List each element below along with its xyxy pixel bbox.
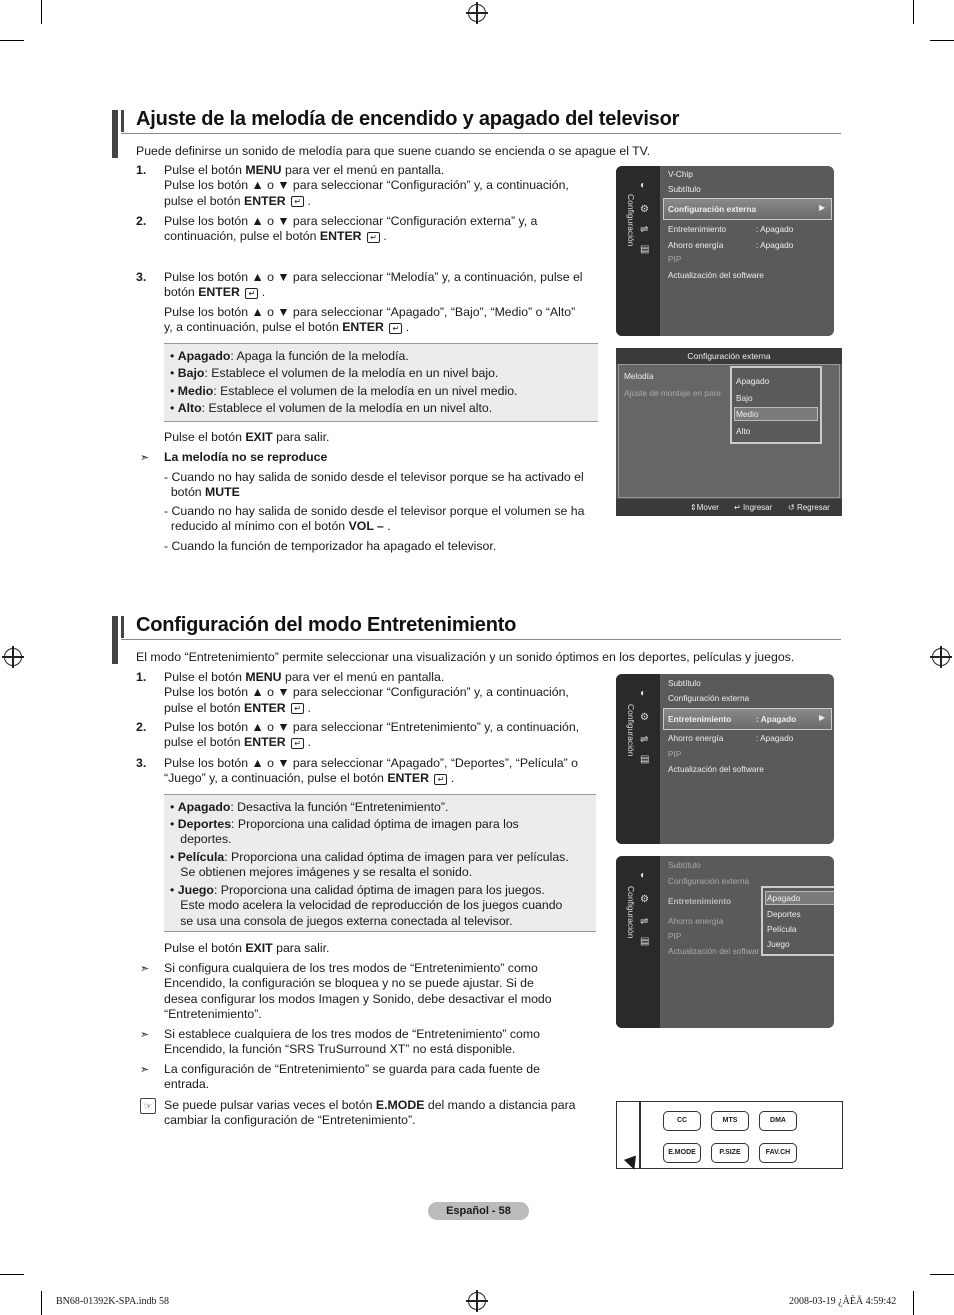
enter-icon: ↵: [291, 196, 304, 207]
crop-mark: [41, 1291, 42, 1315]
options-box: [164, 343, 598, 422]
menu-item[interactable]: Ajuste de montaje en pare: [624, 388, 721, 398]
menu-item[interactable]: Actualización del software: [668, 764, 764, 774]
menu-item-selected[interactable]: Entretenimiento: [668, 896, 732, 906]
enter-icon: ↵: [367, 232, 380, 243]
setup-gear-icon: ⚙: [640, 204, 649, 215]
note-item: Si establece cualquiera de los tres modos de “Entretenimiento” como Encendido, la función “SRS TruSurround XT” no está disponible.: [164, 1027, 540, 1057]
menu-item[interactable]: PIP: [668, 749, 682, 759]
registration-mark-icon: [932, 648, 950, 666]
menu-item[interactable]: Subtítulo: [668, 860, 701, 870]
options-box: [164, 794, 596, 932]
crop-mark: [913, 0, 914, 24]
option-item: • Apagado: Apaga la función de la melodía.: [170, 349, 409, 363]
menu-side-label: Configuración: [626, 704, 636, 757]
option-popup: [730, 366, 822, 444]
setup-gear-icon: ⚙: [640, 894, 649, 905]
step-text: Pulse los botón ▲ o ▼ para seleccionar “Configuración externa” y, a continuación, pulse el botón ENTER ↵ .: [164, 214, 538, 244]
print-file-info: BN68-01392K-SPA.indb 58: [56, 1296, 169, 1307]
note-item: La configuración de “Entretenimiento” se guarda para cada fuente de entrada.: [164, 1062, 540, 1092]
crop-mark: [0, 1274, 24, 1275]
popup-option[interactable]: Apagado: [736, 376, 770, 386]
print-date-info: 2008-03-19 ¿ÀÈÄ 4:59:42: [789, 1296, 897, 1307]
note-item: Si configura cualquiera de los tres modos de “Entretenimiento” como Encendido, la configuración se bloquea y no se puede ajustar. Si de desea configurar los modos Imagen y Sonido, debe desactivar el modo “Entretenimiento”.: [164, 961, 552, 1021]
menu-item[interactable]: V-Chip: [668, 169, 693, 179]
favch-button[interactable]: FAV.CH: [759, 1143, 797, 1163]
option-item: • Juego: Proporciona una calidad óptima de imagen para los juegos. Este modo acelera la velocidad de reproducción de los juegos cuando se usa una consola de juegos externa conectada al televisor.: [170, 883, 563, 928]
cc-button[interactable]: CC: [663, 1111, 701, 1131]
menu-item[interactable]: Ahorro energía: [668, 916, 724, 926]
menu-item[interactable]: Subtítulo: [668, 184, 701, 194]
enter-icon: ↵: [245, 288, 258, 299]
crop-mark: [930, 1274, 954, 1275]
menu-item[interactable]: PIP: [668, 254, 682, 264]
nav-enter: ↵ Ingresar: [734, 503, 773, 512]
popup-option-selected[interactable]: Medio: [736, 409, 759, 419]
popup-option[interactable]: Alto: [736, 426, 751, 436]
menu-item[interactable]: Ahorro energía: [668, 733, 724, 743]
dma-button[interactable]: DMA: [759, 1111, 797, 1131]
popup-option-selected[interactable]: Apagado: [767, 893, 801, 903]
section-intro: El modo “Entretenimiento” permite seleccionar una visualización y un sonido óptimos en los deportes, películas y juegos.: [136, 650, 795, 664]
popup-option[interactable]: Película: [767, 924, 797, 934]
step-number: 3.: [136, 270, 147, 284]
crop-mark: [0, 40, 24, 41]
note-arrow-icon: ➣: [140, 1029, 150, 1041]
menu-sidebar: [616, 166, 660, 336]
setup-gear-icon: ⚙: [640, 712, 649, 723]
option-item: • Película: Proporciona una calidad óptima de imagen para ver películas. Se obtienen mejores imágenes y se resalta el sonido.: [170, 850, 569, 880]
picture-icon: ◐: [640, 180, 647, 191]
tip-text: Se puede pulsar varias veces el botón E.MODE del mando a distancia para cambiar la configuración de “Entretenimiento”.: [164, 1098, 576, 1128]
crop-mark: [913, 1291, 914, 1315]
mts-button[interactable]: MTS: [711, 1111, 749, 1131]
menu-item-selected[interactable]: Configuración externa: [668, 204, 757, 214]
menu-item[interactable]: Entretenimiento: [668, 224, 727, 234]
remote-illustration: [616, 1101, 843, 1179]
arrow-right-icon: ▶: [819, 713, 826, 722]
step-number: 1.: [136, 670, 147, 684]
menu-item-selected[interactable]: Entretenimiento: [668, 714, 732, 724]
section-intro: Puede definirse un sonido de melodía para que suene cuando se encienda o se apague el TV.: [136, 144, 651, 158]
step-number: 2.: [136, 720, 147, 734]
step-text: Pulse los botón ▲ o ▼ para seleccionar “Apagado”, “Deportes”, “Película” o “Juego” y, a continuación, pulse el botón ENTER ↵ .: [164, 756, 578, 786]
step-text: Pulse el botón MENU para ver el menú en pantalla. Pulse los botón ▲ o ▼ para seleccionar “Configuración” y, a continuación, pulse el botón ENTER ↵ .: [164, 163, 569, 208]
note-item: - Cuando no hay salida de sonido desde el televisor porque el volumen se ha reducido al mínimo con el botón VOL – .: [164, 504, 585, 534]
section-bar: [121, 616, 124, 638]
menu-item[interactable]: Ahorro energía: [668, 240, 724, 250]
section-bar: [121, 110, 124, 132]
picture-icon: ◐: [640, 688, 647, 699]
note-arrow-icon: ➣: [140, 452, 150, 464]
note-arrow-icon: ➣: [140, 963, 150, 975]
section-bar: [112, 110, 118, 158]
tv-menu-external: [616, 348, 842, 516]
menu-item-value: : Apagado: [756, 224, 794, 234]
step-number: 2.: [136, 214, 147, 228]
input-icon: ⇌: [640, 734, 649, 745]
enter-icon: ↵: [291, 738, 304, 749]
menu-item[interactable]: Actualización del software: [668, 270, 764, 280]
exit-text: Pulse el botón EXIT para salir.: [164, 430, 330, 444]
section-title: Configuración del modo Entretenimiento: [136, 614, 517, 636]
tv-menu-setup-entertainment: [616, 674, 834, 844]
picture-icon: ◐: [640, 870, 647, 881]
option-popup: [761, 886, 834, 956]
input-icon: ⇌: [640, 916, 649, 927]
popup-option[interactable]: Deportes: [767, 909, 801, 919]
note-item: - Cuando la función de temporizador ha apagado el televisor.: [164, 539, 497, 553]
step-text: Pulse el botón MENU para ver el menú en pantalla. Pulse los botón ▲ o ▼ para seleccionar “Configuración” y, a continuación, pulse el botón ENTER ↵ .: [164, 670, 569, 715]
menu-sidebar: [616, 674, 660, 844]
menu-side-label: Configuración: [626, 886, 636, 939]
application-icon: ▤: [640, 754, 650, 765]
menu-item[interactable]: PIP: [668, 931, 682, 941]
arrow-right-icon: ▶: [819, 203, 826, 212]
enter-icon: ↵: [291, 703, 304, 714]
note-arrow-icon: ➣: [140, 1064, 150, 1076]
section-rule: [121, 639, 841, 640]
crop-mark: [41, 0, 42, 24]
menu-item[interactable]: Melodía: [624, 371, 654, 381]
section-bar: [112, 616, 118, 664]
input-icon: ⇌: [640, 224, 649, 235]
menu-item[interactable]: Actualización del softwar: [668, 946, 760, 956]
menu-item[interactable]: Configuración externa: [668, 876, 750, 886]
menu-item-value: : Apagado: [756, 733, 794, 743]
step-number: 1.: [136, 163, 147, 177]
application-icon: ▤: [640, 244, 650, 255]
note-title: La melodía no se reproduce: [164, 450, 328, 464]
menu-item-value: : Apagado: [756, 714, 797, 724]
step-text: Pulse los botón ▲ o ▼ para seleccionar “Apagado”, “Bajo”, “Medio” o “Alto” y, a continuación, pulse el botón ENTER ↵ .: [164, 305, 576, 335]
registration-mark-icon: [4, 648, 22, 666]
tv-menu-setup: [616, 166, 834, 336]
menu-item[interactable]: Configuración externa: [668, 693, 750, 703]
step-text: Pulse los botón ▲ o ▼ para seleccionar “Melodía” y, a continuación, pulse el botón ENTER ↵ .: [164, 270, 583, 300]
option-item: • Alto: Establece el volumen de la melodía en un nivel alto.: [170, 401, 493, 415]
popup-option[interactable]: Juego: [767, 939, 790, 949]
registration-mark-icon: [468, 1292, 486, 1310]
exit-text: Pulse el botón EXIT para salir.: [164, 941, 330, 955]
enter-icon: ↵: [389, 323, 402, 334]
option-item: • Medio: Establece el volumen de la melodía en un nivel medio.: [170, 384, 518, 398]
popup-option[interactable]: Bajo: [736, 393, 753, 403]
pointing-hand-icon: ▼: [617, 1147, 647, 1179]
enter-icon: ↵: [434, 774, 447, 785]
emode-button[interactable]: E.MODE: [663, 1143, 701, 1163]
tip-icon: ☞: [140, 1098, 156, 1114]
option-item: • Bajo: Establece el volumen de la melodía en un nivel bajo.: [170, 366, 499, 380]
menu-item-value: : Apagado: [756, 240, 794, 250]
page-number: Español - 58: [428, 1202, 529, 1220]
menu-sidebar: [616, 856, 660, 1028]
option-item: • Apagado: Desactiva la función “Entretenimiento”.: [170, 800, 449, 814]
step-number: 3.: [136, 756, 147, 770]
section-rule: [121, 133, 841, 134]
menu-item[interactable]: Subtítulo: [668, 678, 701, 688]
nav-return: ↺ Regresar: [788, 503, 830, 512]
tv-menu-entertainment-options: [616, 856, 834, 1028]
section-title: Ajuste de la melodía de encendido y apagado del televisor: [136, 108, 680, 130]
registration-mark-icon: [468, 4, 486, 22]
menu-title: Configuración externa: [616, 348, 842, 364]
psize-button[interactable]: P.SIZE: [711, 1143, 749, 1163]
menu-side-label: Configuración: [626, 194, 636, 247]
crop-mark: [930, 40, 954, 41]
nav-move: ⇕Mover: [690, 503, 719, 512]
option-item: • Deportes: Proporciona una calidad óptima de imagen para los deportes.: [170, 817, 519, 847]
application-icon: ▤: [640, 936, 650, 947]
note-item: - Cuando no hay salida de sonido desde el televisor porque se ha activado el botón MUTE: [164, 470, 584, 500]
step-text: Pulse los botón ▲ o ▼ para seleccionar “Entretenimiento” y, a continuación, pulse el botón ENTER ↵ .: [164, 720, 580, 750]
